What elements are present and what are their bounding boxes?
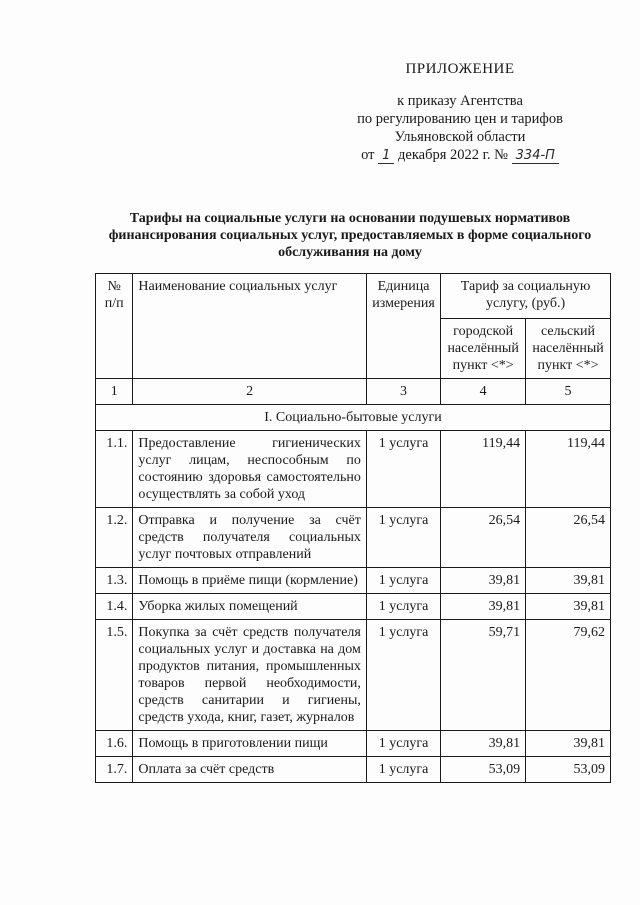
table-header-row: [96, 274, 611, 319]
header-urban: городской населённый пункт <*>: [441, 319, 526, 379]
section-title: I. Социально-бытовые услуги: [96, 405, 611, 431]
appendix-label: ПРИЛОЖЕНИЕ: [405, 61, 515, 77]
header-service-name: Наименование социальных услуг: [133, 274, 366, 379]
service-unit: 1 услуга: [366, 757, 440, 783]
tariffs-table: [95, 273, 611, 783]
table-row: [96, 431, 611, 508]
col-number: 3: [366, 379, 440, 405]
service-name: Покупка за счёт средств получателя социальных услуг и доставка на дом продуктов питания, промышленных товаров первой необходимости, средств санитарии и гигиены, средств ухода, книг, газет, журналов: [133, 620, 366, 731]
col-number: 1: [96, 379, 133, 405]
service-name: Уборка жилых помещений: [133, 594, 366, 620]
service-unit: 1 услуга: [366, 594, 440, 620]
table-row: [96, 568, 611, 594]
urban-tariff: 39,81: [441, 594, 526, 620]
section-row: [96, 405, 611, 431]
service-unit: 1 услуга: [366, 508, 440, 568]
rural-tariff: 53,09: [526, 757, 611, 783]
service-name: Оплата за счёт средств: [133, 757, 366, 783]
handwritten-order-number: 334-П: [512, 149, 559, 164]
urban-tariff: 39,81: [441, 568, 526, 594]
service-name: Отправка и получение за счёт средств получателя социальных услуг почтовых отправлений: [133, 508, 366, 568]
document-title: Тарифы на социальные услуги на основании подушевых нормативов финансирования социальных услуг, предоставляемых в форме социального обслуживания на дому: [108, 211, 592, 260]
urban-tariff: 59,71: [441, 620, 526, 731]
col-number: 5: [526, 379, 611, 405]
urban-tariff: 119,44: [441, 431, 526, 508]
service-name: Предоставление гигиенических услуг лицам, неспособным по состоянию здоровья самостоятельно осуществлять за собой уход: [133, 431, 366, 508]
row-number: 1.1.: [96, 431, 133, 508]
urban-tariff: 39,81: [441, 731, 526, 757]
order-reference-line-2: по регулированию цен и тарифов: [357, 111, 563, 127]
header-tariff: Тариф за социальную услугу, (руб.): [441, 274, 611, 319]
col-number: 2: [133, 379, 366, 405]
rural-tariff: 39,81: [526, 568, 611, 594]
order-reference-line-1: к приказу Агентства: [397, 93, 523, 109]
rural-tariff: 39,81: [526, 731, 611, 757]
row-number: 1.5.: [96, 620, 133, 731]
header-unit: Единица измерения: [366, 274, 440, 379]
table-row: [96, 620, 611, 731]
rural-tariff: 79,62: [526, 620, 611, 731]
table-row: [96, 594, 611, 620]
row-number: 1.6.: [96, 731, 133, 757]
row-number: 1.7.: [96, 757, 133, 783]
urban-tariff: 26,54: [441, 508, 526, 568]
row-number: 1.2.: [96, 508, 133, 568]
table-row: [96, 508, 611, 568]
row-number: 1.3.: [96, 568, 133, 594]
date-prefix: от: [361, 147, 375, 163]
header-num: № п/п: [96, 274, 133, 379]
service-unit: 1 услуга: [366, 568, 440, 594]
column-numbers-row: [96, 379, 611, 405]
urban-tariff: 53,09: [441, 757, 526, 783]
rural-tariff: 119,44: [526, 431, 611, 508]
table-row: [96, 731, 611, 757]
rural-tariff: 26,54: [526, 508, 611, 568]
rural-tariff: 39,81: [526, 594, 611, 620]
order-date-line: [330, 146, 590, 164]
date-rest: декабря 2022 г. №: [398, 147, 509, 163]
header-rural: сельский населённый пункт <*>: [526, 319, 611, 379]
service-unit: 1 услуга: [366, 620, 440, 731]
row-number: 1.4.: [96, 594, 133, 620]
service-unit: 1 услуга: [366, 431, 440, 508]
service-name: Помощь в приготовлении пищи: [133, 731, 366, 757]
service-unit: 1 услуга: [366, 731, 440, 757]
order-reference-line-3: Ульяновской области: [394, 129, 526, 145]
table-row: [96, 757, 611, 783]
service-name: Помощь в приёме пищи (кормление): [133, 568, 366, 594]
col-number: 4: [441, 379, 526, 405]
handwritten-day: 1: [378, 149, 394, 164]
appendix-header: [330, 60, 590, 164]
